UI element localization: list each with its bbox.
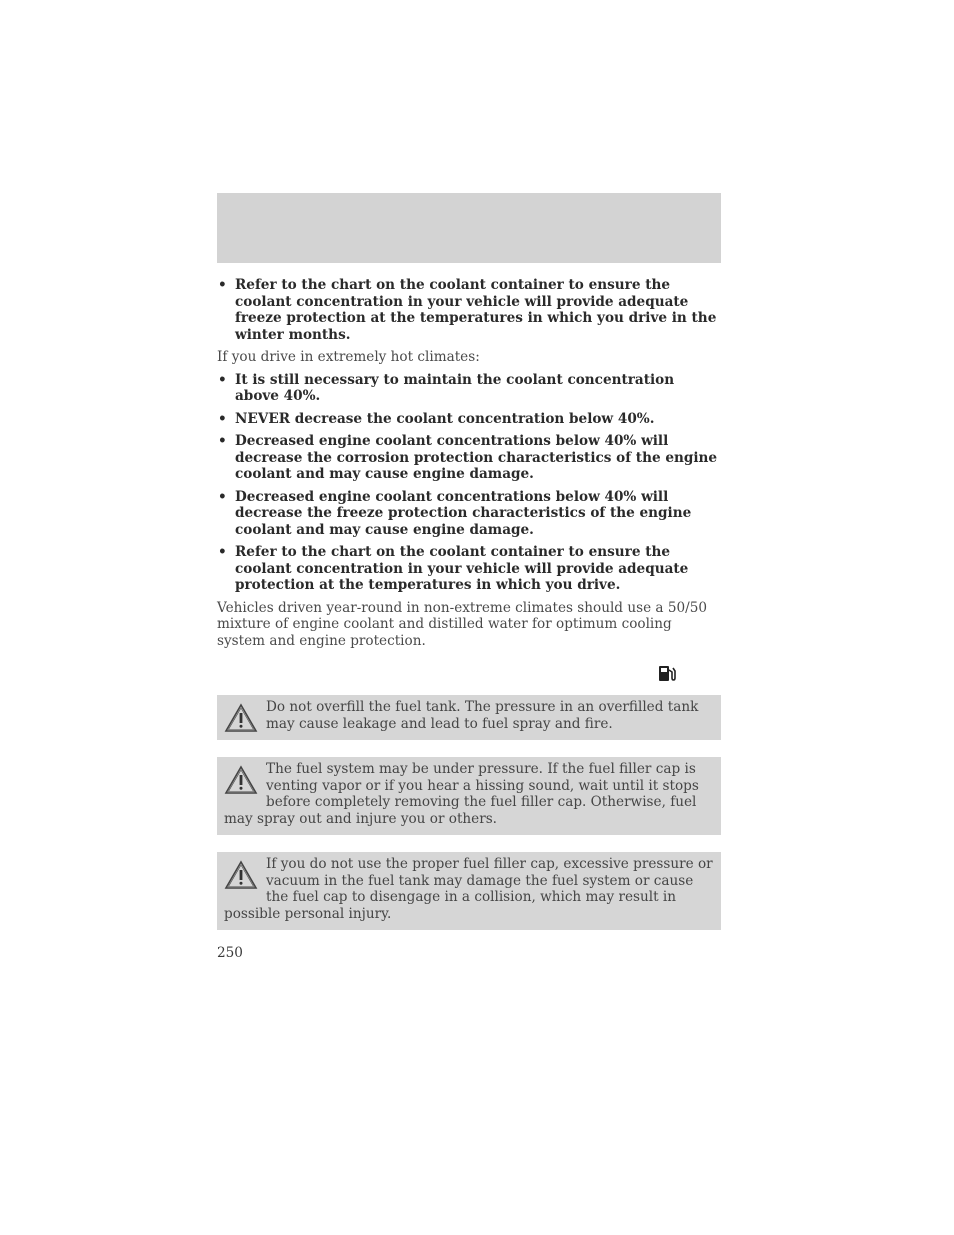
warning-triangle-icon (224, 703, 258, 733)
list-item (217, 277, 721, 343)
warning-text: If you do not use the proper fuel filler cap, excessive pressure or vacuum in the fuel tank may damage the fuel system or cause the fuel cap to disengage in a collision, which may result in possible personal injury. (224, 856, 713, 922)
bullet-dot: • (218, 371, 227, 388)
fuel-pump-icon (657, 663, 677, 683)
page-number: 250 (217, 945, 243, 961)
bullet-text: It is still necessary to maintain the coolant concentration above 40%. (235, 371, 675, 404)
bullet-text: Decreased engine coolant concentrations below 40% will decrease the corrosion protection characteristics of the engine coolant and may cause engine damage. (235, 433, 718, 482)
list-item (217, 372, 721, 405)
bullet-dot: • (218, 277, 227, 293)
hot-bullet-list (217, 372, 721, 594)
list-item (217, 411, 721, 428)
bullet-text: Decreased engine coolant concentrations below 40% will decrease the freeze protection characteristics of the engine coolant and may cause engine damage. (235, 488, 692, 538)
bullet-text: Refer to the chart on the coolant container to ensure the coolant concentration in your vehicle will provide adequate freeze protection at the temperatures in which you drive in the winter months. (235, 277, 717, 343)
winter-bullet-list (217, 277, 721, 343)
list-item (217, 433, 721, 483)
warning-box-pressure (217, 757, 721, 835)
warning-box-overfill (217, 695, 721, 740)
list-item (217, 489, 721, 539)
bullet-dot: • (218, 544, 227, 560)
bullet-dot: • (218, 488, 227, 505)
warning-text: Do not overfill the fuel tank. The pressure in an overfilled tank may cause leakage and lead to fuel spray and fire. (266, 699, 699, 732)
fuel-icon-row (217, 655, 721, 695)
page-content (217, 277, 721, 961)
bullet-text: NEVER decrease the coolant concentration below 40%. (235, 410, 655, 427)
warning-triangle-icon (224, 765, 258, 795)
list-item (217, 544, 721, 594)
bullet-dot: • (218, 410, 227, 427)
warning-box-filler-cap (217, 852, 721, 930)
bullet-text: Refer to the chart on the coolant container to ensure the coolant concentration in your vehicle will provide adequate protection at the temperatures in which you drive. (235, 544, 689, 593)
section-header-band (217, 193, 721, 263)
warning-text: The fuel system may be under pressure. If the fuel filler cap is venting vapor or if you hear a hissing sound, wait until it stops before completely removing the fuel filler cap. Otherwise, fuel may spray out and injure you or others. (224, 761, 699, 827)
hot-climates-intro: If you drive in extremely hot climates: (217, 349, 480, 365)
warning-triangle-icon (224, 860, 258, 890)
year-round-paragraph: Vehicles driven year-round in non-extreme climates should use a 50/50 mixture of engine coolant and distilled water for optimum cooling system and engine protection. (217, 599, 708, 649)
bullet-dot: • (218, 433, 227, 449)
